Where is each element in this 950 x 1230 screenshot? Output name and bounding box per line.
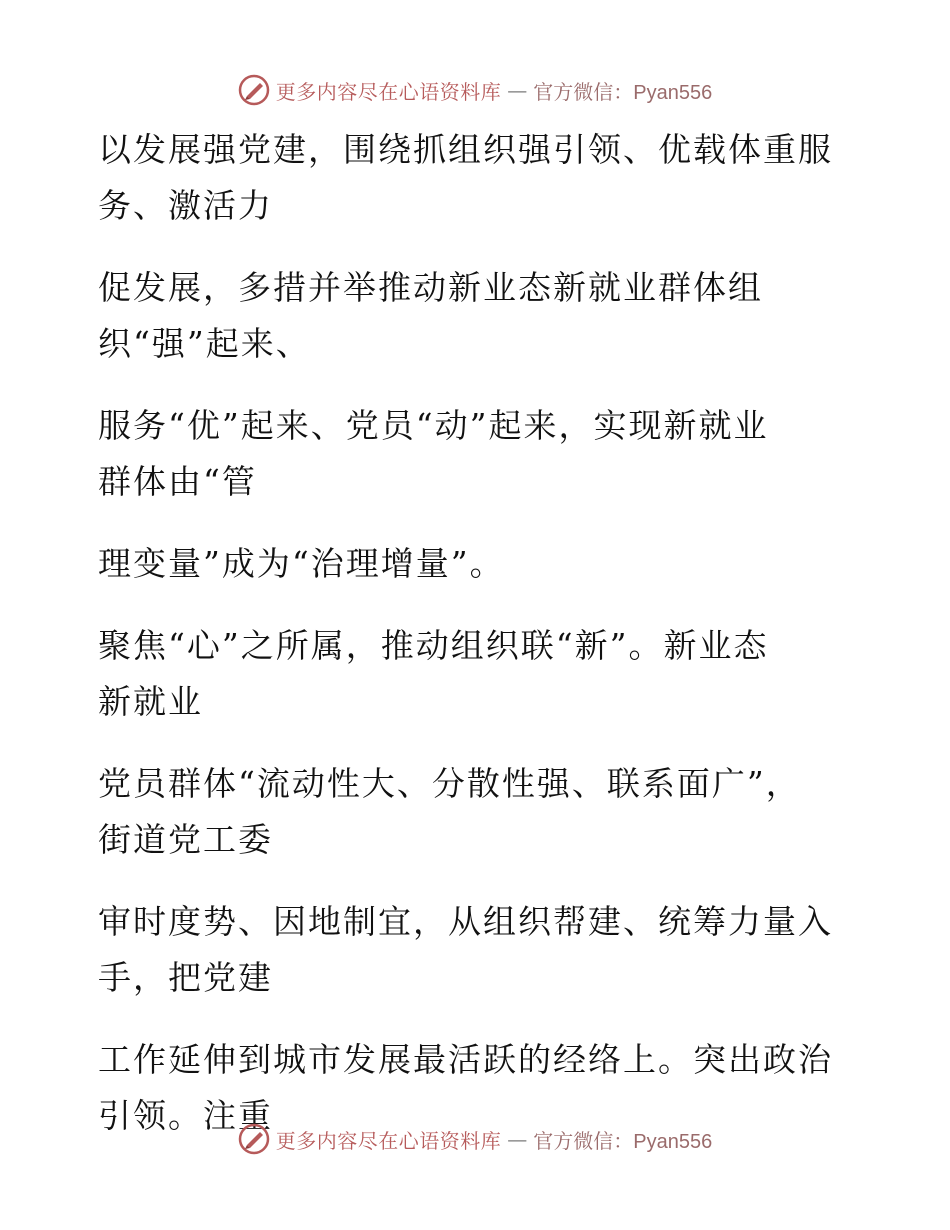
text-line: 手，把党建 xyxy=(98,958,273,997)
watermark-separator: — xyxy=(507,1127,528,1151)
paragraph xyxy=(98,536,838,592)
watermark-contact: 官方微信：Pyan556 xyxy=(533,81,713,104)
document-body xyxy=(98,122,838,1170)
text-line: 引领。注重 xyxy=(98,1096,273,1135)
watermark-text: 更多内容尽在心语资料库 xyxy=(275,79,502,104)
paragraph xyxy=(98,894,838,1006)
watermark-text: 更多内容尽在心语资料库 xyxy=(275,1128,502,1153)
paragraph xyxy=(98,618,838,730)
pen-logo-icon xyxy=(238,74,270,106)
text-line: 街道党工委 xyxy=(98,820,273,859)
text-line: 务、激活力 xyxy=(98,186,273,225)
text-line: 以发展强党建，围绕抓组织强引领、优载体重服 xyxy=(98,130,833,169)
text-line: 党员群体“流动性大、分散性强、联系面广”， xyxy=(98,764,801,803)
header-watermark xyxy=(0,70,950,110)
footer-watermark xyxy=(0,1119,950,1159)
text-line: 促发展，多措并举推动新业态新就业群体组 xyxy=(98,268,763,307)
text-line: 理变量”成为“治理增量”。 xyxy=(98,544,505,583)
watermark-separator: — xyxy=(507,78,528,102)
watermark-contact: 官方微信：Pyan556 xyxy=(533,1130,713,1153)
pen-logo-icon xyxy=(238,1123,270,1155)
paragraph xyxy=(98,398,838,510)
text-line: 服务“优”起来、党员“动”起来，实现新就业 xyxy=(98,406,769,445)
text-line: 工作延伸到城市发展最活跃的经络上。突出政治 xyxy=(98,1040,833,1079)
text-line: 审时度势、因地制宜，从组织帮建、统筹力量入 xyxy=(98,902,833,941)
text-line: 聚焦“心”之所属，推动组织联“新”。新业态 xyxy=(98,626,769,665)
text-line: 新就业 xyxy=(98,682,203,721)
text-line: 群体由“管 xyxy=(98,462,257,501)
paragraph xyxy=(98,260,838,372)
text-line: 织“强”起来、 xyxy=(98,324,311,363)
paragraph xyxy=(98,122,838,234)
paragraph xyxy=(98,756,838,868)
